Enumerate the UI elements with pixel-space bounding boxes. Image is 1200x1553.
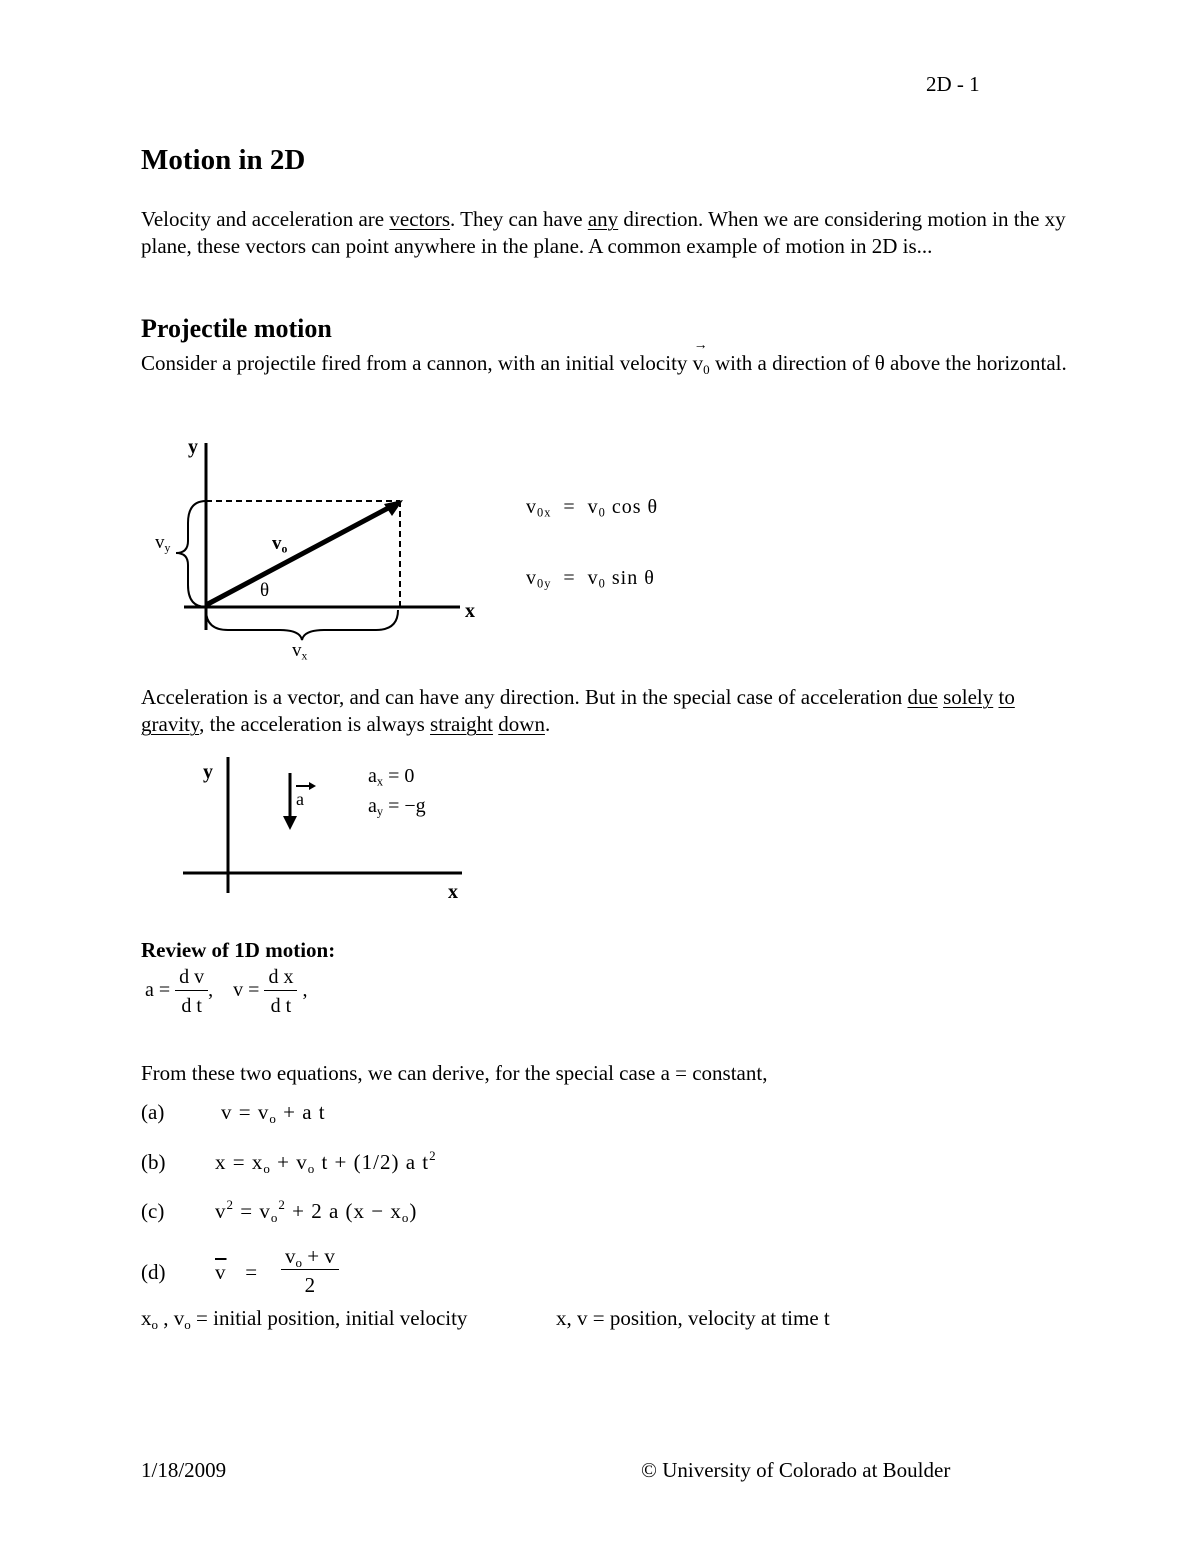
acceleration-paragraph: Acceleration is a vector, and can have any direction. But in the special case of acceleration due solely to gravity, the acceleration is always straight down. (141, 685, 1015, 736)
v0-vector-symbol: → $v_0$ (693, 346, 710, 380)
footer-copyright: © University of Colorado at Boulder (641, 1458, 951, 1482)
dx-dt-fraction: $\frac{\text{d x}}{\text{d t}}$ (264, 966, 297, 1017)
underline-vectors: vectors (389, 207, 451, 231)
footer-date: 1/18/2009 (141, 1458, 227, 1482)
review-equations: a = $\frac{\text{d v}}{\text{d t}}$ , v = $\frac{\text{d x}}{\text{d t}}$ , (145, 966, 308, 1017)
ax-equation: $a_x = 0$ (368, 765, 415, 789)
velocity-arrowhead (384, 500, 403, 516)
page-number: 2D - 1 (926, 72, 980, 96)
average-velocity-fraction: $\frac{v_o + v}{2}$ (281, 1245, 339, 1296)
a-vector-label: a (296, 789, 304, 809)
a-vector-bar-head (309, 782, 316, 790)
dv-dt-fraction: $\frac{\text{d v}}{\text{d t}}$ (175, 966, 208, 1017)
intro-paragraph: Velocity and acceleration are vectors. They can have any direction. When we are considering motion in the xy plane, these vectors can point anywhere in the plane. A common example of motion in 2D is... (141, 207, 1066, 258)
velocity-vector-line (206, 506, 392, 605)
section-heading-projectile: Projectile motion (141, 314, 332, 343)
derive-text: From these two equations, we can derive, for the special case a = constant, (141, 1061, 768, 1085)
theta-label: θ (260, 580, 270, 601)
vy-label: $v_y$ (155, 532, 171, 555)
diagram2-x-label: x (448, 881, 458, 903)
vx-label: $v_x$ (292, 640, 308, 663)
underline-any: any (587, 207, 619, 231)
legend-initial: $x_o$ , $v_o$ = initial position, initial velocity (141, 1306, 468, 1332)
diagram1-x-label: x (465, 600, 475, 622)
ay-equation: $a_y = -g$ (368, 795, 426, 819)
vy-brace (176, 501, 206, 607)
vo-label: $v_o$ (272, 533, 288, 556)
vx-brace (206, 610, 398, 640)
page-title: Motion in 2D (141, 144, 306, 176)
equation-d: (d) $\overline{v}$ = $\frac{v_o + v}{2}$ (141, 1245, 541, 1305)
v0x-equation: $v_{0x} = v_0$ cos θ (526, 496, 659, 520)
diagram2-y-label: y (203, 761, 213, 783)
v0y-equation: $v_{0y} = v_0$ sin θ (526, 567, 655, 591)
projectile-paragraph: Consider a projectile fired from a cannon, with an initial velocity → $v_0$ with a direction of θ above the horizontal. (141, 346, 1081, 380)
review-heading: Review of 1D motion: (141, 938, 336, 962)
diagram1-y-label: y (188, 436, 198, 458)
v-bar-symbol: $\overline{v}$ (215, 1260, 227, 1284)
acceleration-arrowhead (283, 816, 297, 830)
legend-time-t: x, v = position, velocity at time t (556, 1306, 830, 1330)
